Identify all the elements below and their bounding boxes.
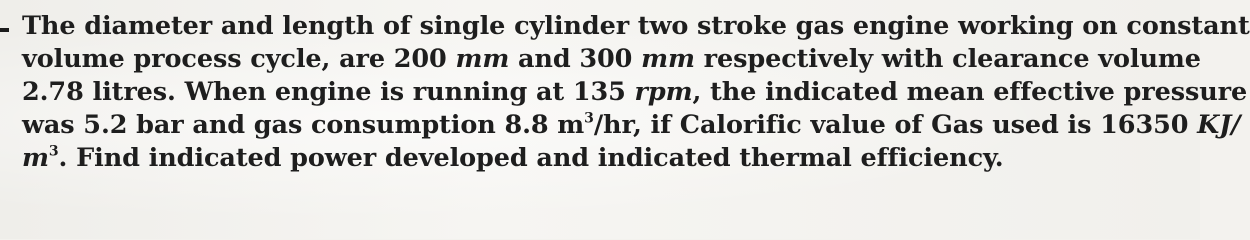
problem-line-5: $m^3$. Find indicated power developed and indicated thermal efficiency. [22,143,1004,173]
problem-line-1: The diameter and length of single cylinder two stroke gas engine working on constant [22,11,1250,41]
problem-line-4: was 5.2 bar and gas consumption 8.8 $m^3/hr$, if Calorific value of Gas used is 16350 KJ/ [22,110,1241,140]
bullet-marker [0,28,9,32]
problem-line-2: volume process cycle, are 200 mm and 300 mm respectively with clearance volume [22,44,1201,74]
problem-line-3: 2.78 litres. When engine is running at 135 rpm, the indicated mean effective pressure [22,77,1248,107]
problem-statement [22,10,1250,175]
